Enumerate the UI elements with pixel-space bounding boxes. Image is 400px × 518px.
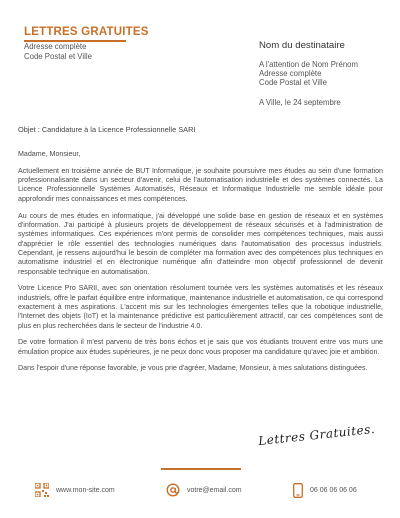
recipient-attention: A l'attention de Nom Prénom bbox=[259, 60, 359, 69]
recipient-address: Adresse complète bbox=[259, 69, 322, 78]
phone-text[interactable]: 06 06 06 06 06 bbox=[310, 487, 357, 494]
footer-email bbox=[166, 483, 242, 497]
website-text[interactable]: www.mon-site.com bbox=[56, 486, 115, 494]
mobile-phone-icon bbox=[293, 483, 303, 498]
footer bbox=[0, 483, 400, 503]
greeting: Madame, Monsieur, bbox=[18, 150, 81, 158]
recipient-name: Nom du destinataire bbox=[259, 40, 345, 51]
signature: Lettres Gratuites. bbox=[257, 421, 376, 449]
recipient-block bbox=[259, 40, 358, 107]
sender-address: Adresse complète bbox=[24, 42, 87, 51]
sender-block bbox=[24, 26, 149, 61]
closing-paragraph: Dans l'espoir d'une réponse favorable, je vous prie d'agréer, Madame, Monsieur, à mes salutations distinguées. bbox=[18, 364, 368, 373]
brand-title: LETTRES GRATUITES bbox=[24, 26, 149, 38]
brand-underline bbox=[24, 40, 126, 42]
qr-code-icon bbox=[35, 483, 49, 497]
at-sign-icon bbox=[166, 483, 180, 497]
paragraph-2: Au cours de mes études en informatique, j'ai développé une solide base en gestion de réseaux et en systèmes d'information. J'ai participé à plusieurs projets de développement de réseaux sécurisés et à l'administration de systèmes informatiques. Ces expériences m'ont permis de consolider mes compétences techniques, mais aussi d'apprécier le rôle essentiel des technologies numériques dans l'automatisation des processus industriels. Cependant, je ressens aujourd'hui le besoin de compléter ma formation avec des compétences plus techniques en automatisme industriel et en électronique numérique afin d'atteindre mon objectif professionnel de devenir responsable technique en automatisation. bbox=[18, 211, 383, 276]
letter-date: A Ville, le 24 septembre bbox=[259, 98, 341, 107]
letter-body bbox=[18, 150, 383, 381]
email-text[interactable]: votre@email.com bbox=[187, 486, 242, 494]
footer-phone bbox=[293, 483, 357, 498]
letter-subject: Objet : Candidature à la Licence Professionnelle SARI bbox=[18, 125, 196, 134]
recipient-postal: Code Postal et Ville bbox=[259, 78, 327, 87]
paragraph-4: De votre formation il m'est parvenu de très bons échos et je sais que vos étudiants trouvent entre vos murs une émulation propice aux études supérieures, je ne peux donc vous proposer ma candidature qu'avec joie et ambition. bbox=[18, 338, 383, 356]
paragraph-1: Actuellement en troisième année de BUT Informatique, je souhaite poursuivre mes études au sein d'une formation professionnalisante dans un secteur d'avenir, celui de l'automatisation industrielle et des systèmes connectés. La Licence Professionnelle Systèmes Automatisés, Réseaux et Informatique Industrielle me semble idéale pour approfondir mes connaissances et mes compétences. bbox=[18, 166, 383, 203]
paragraph-3: Votre Licence Pro SARII, avec son orientation résolument tournée vers les systèmes automatisés et les réseaux industriels, offre le parfait équilibre entre informatique, maintenance industrielle et automatisation, ce qui correspond exactement à mes aspirations. L'accent mis sur les technologies émergentes telles que la robotique industrielle, l'Internet des objets (IoT) et la maintenance prédictive est particulièrement attractif, car ces compétences sont de plus en plus recherchées dans le secteur de l'industrie 4.0. bbox=[18, 284, 383, 330]
footer-website bbox=[35, 483, 115, 497]
sender-postal: Code Postal et Ville bbox=[24, 51, 92, 61]
footer-accent-bar bbox=[161, 468, 241, 470]
